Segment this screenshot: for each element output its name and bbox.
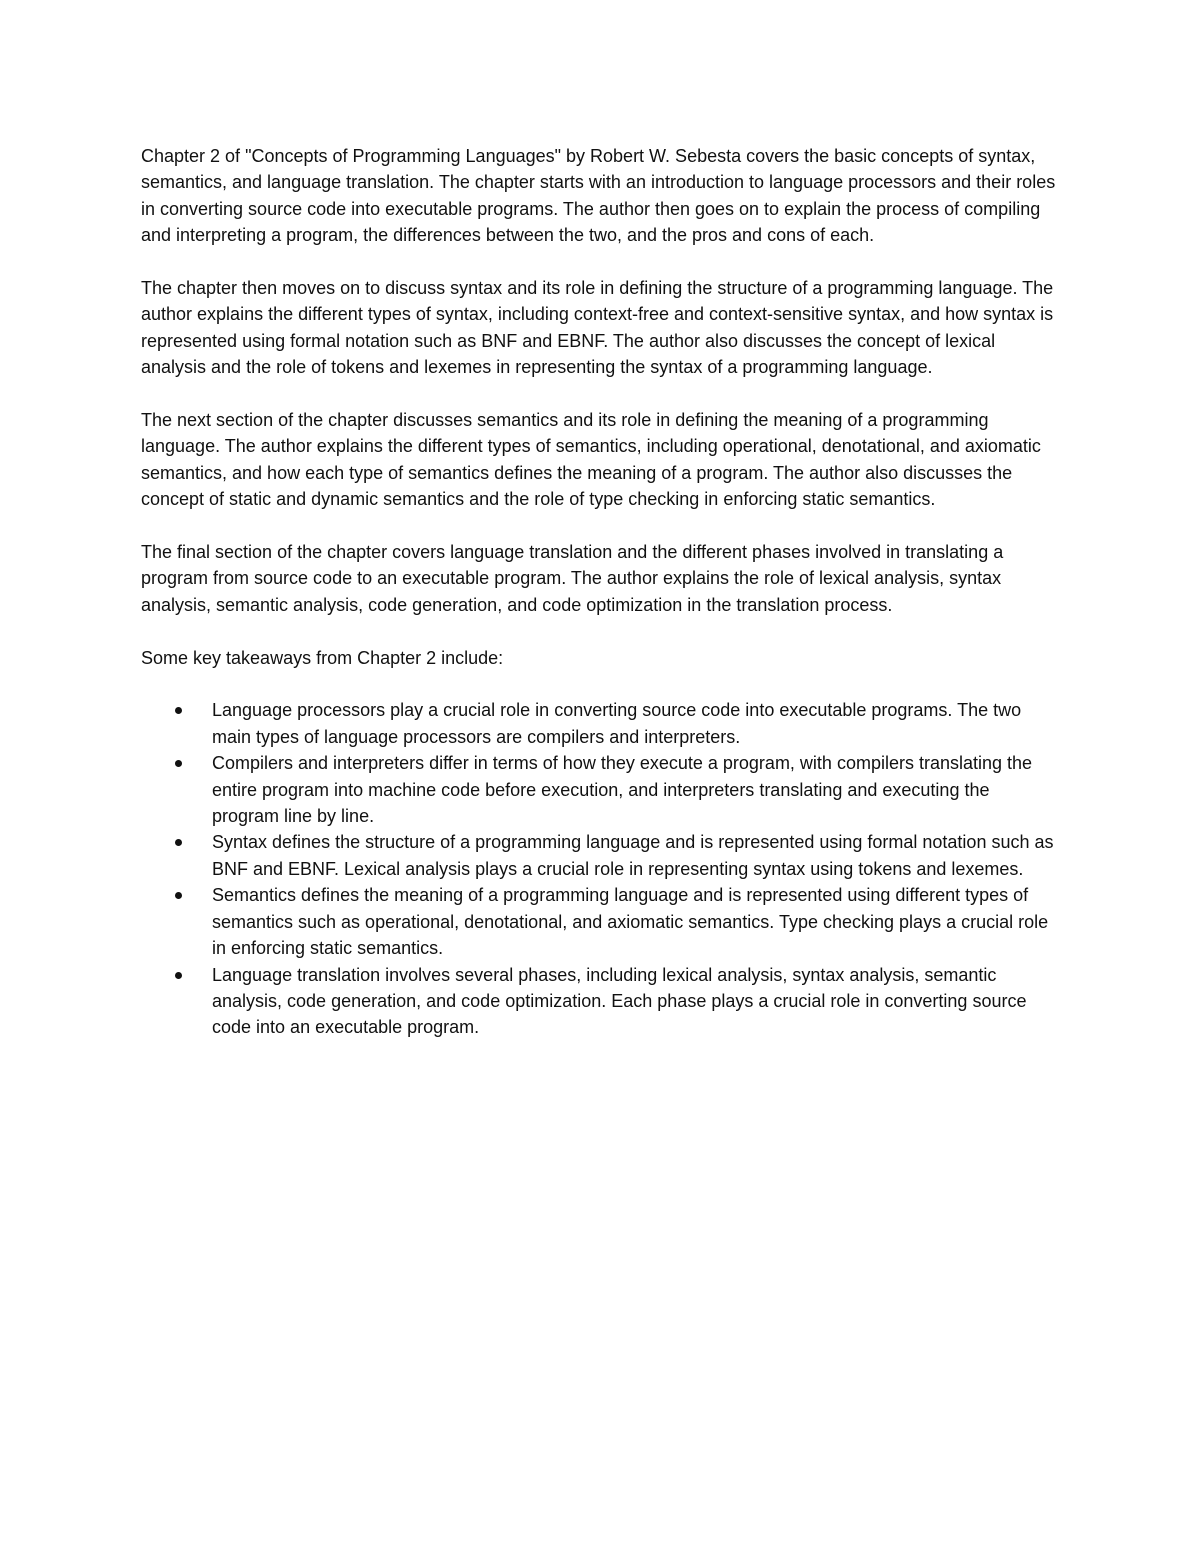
list-item [141,962,1061,1041]
takeaways-intro: Some key takeaways from Chapter 2 include: [141,647,504,668]
takeaways-list [141,697,1061,1040]
paragraph-semantics: The next section of the chapter discusses semantics and its role in defining the meaning of a programming language. The author explains the different types of semantics, including operational, denotational, and axiomatic semantics, and how each type of semantics defines the meaning of a program. The author also discusses the concept of static and dynamic semantics and the role of type checking in enforcing static semantics. [141,410,1041,510]
document-body [141,143,1061,1041]
paragraph-intro: Chapter 2 of "Concepts of Programming Languages" by Robert W. Sebesta covers the basic concepts of syntax, semantics, and language translation. The chapter starts with an introduction to language processors and their roles in converting source code into executable programs. The author then goes on to explain the process of compiling and interpreting a program, the differences between the two, and the pros and cons of each. [141,146,1056,246]
list-item-text: Semantics defines the meaning of a programming language and is represented using different types of semantics such as operational, denotational, and axiomatic semantics. Type checking plays a crucial role in enforcing static semantics. [212,885,1049,959]
bullet-icon [175,972,182,979]
paragraph-syntax: The chapter then moves on to discuss syntax and its role in defining the structure of a programming language. The author explains the different types of syntax, including context-free and context-sensitive syntax, and how syntax is represented using formal notation such as BNF and EBNF. The author also discusses the concept of lexical analysis and the role of tokens and lexemes in representing the syntax of a programming language. [141,278,1054,378]
bullet-icon [175,892,182,899]
list-item-text: Language processors play a crucial role in converting source code into executable programs. The two main types of language processors are compilers and interpreters. [212,700,1022,747]
list-item [141,697,1061,750]
list-item-text: Language translation involves several phases, including lexical analysis, syntax analysis, semantic analysis, code generation, and code optimization. Each phase plays a crucial role in converting source code into an executable program. [212,964,1027,1038]
list-item [141,882,1061,961]
bullet-icon [175,760,182,767]
list-item-text: Compilers and interpreters differ in terms of how they execute a program, with compilers translating the entire program into machine code before execution, and interpreters translating and executing the program line by line. [212,753,1033,827]
bullet-icon [175,839,182,846]
list-item [141,829,1061,882]
list-item-text: Syntax defines the structure of a programming language and is represented using formal notation such as BNF and EBNF. Lexical analysis plays a crucial role in representing syntax using tokens and lexemes. [212,832,1054,879]
paragraph-translation: The final section of the chapter covers language translation and the different phases involved in translating a program from source code to an executable program. The author explains the role of lexical analysis, syntax analysis, semantic analysis, code generation, and code optimization in the translation process. [141,542,1004,615]
list-item [141,750,1061,829]
bullet-icon [175,707,182,714]
